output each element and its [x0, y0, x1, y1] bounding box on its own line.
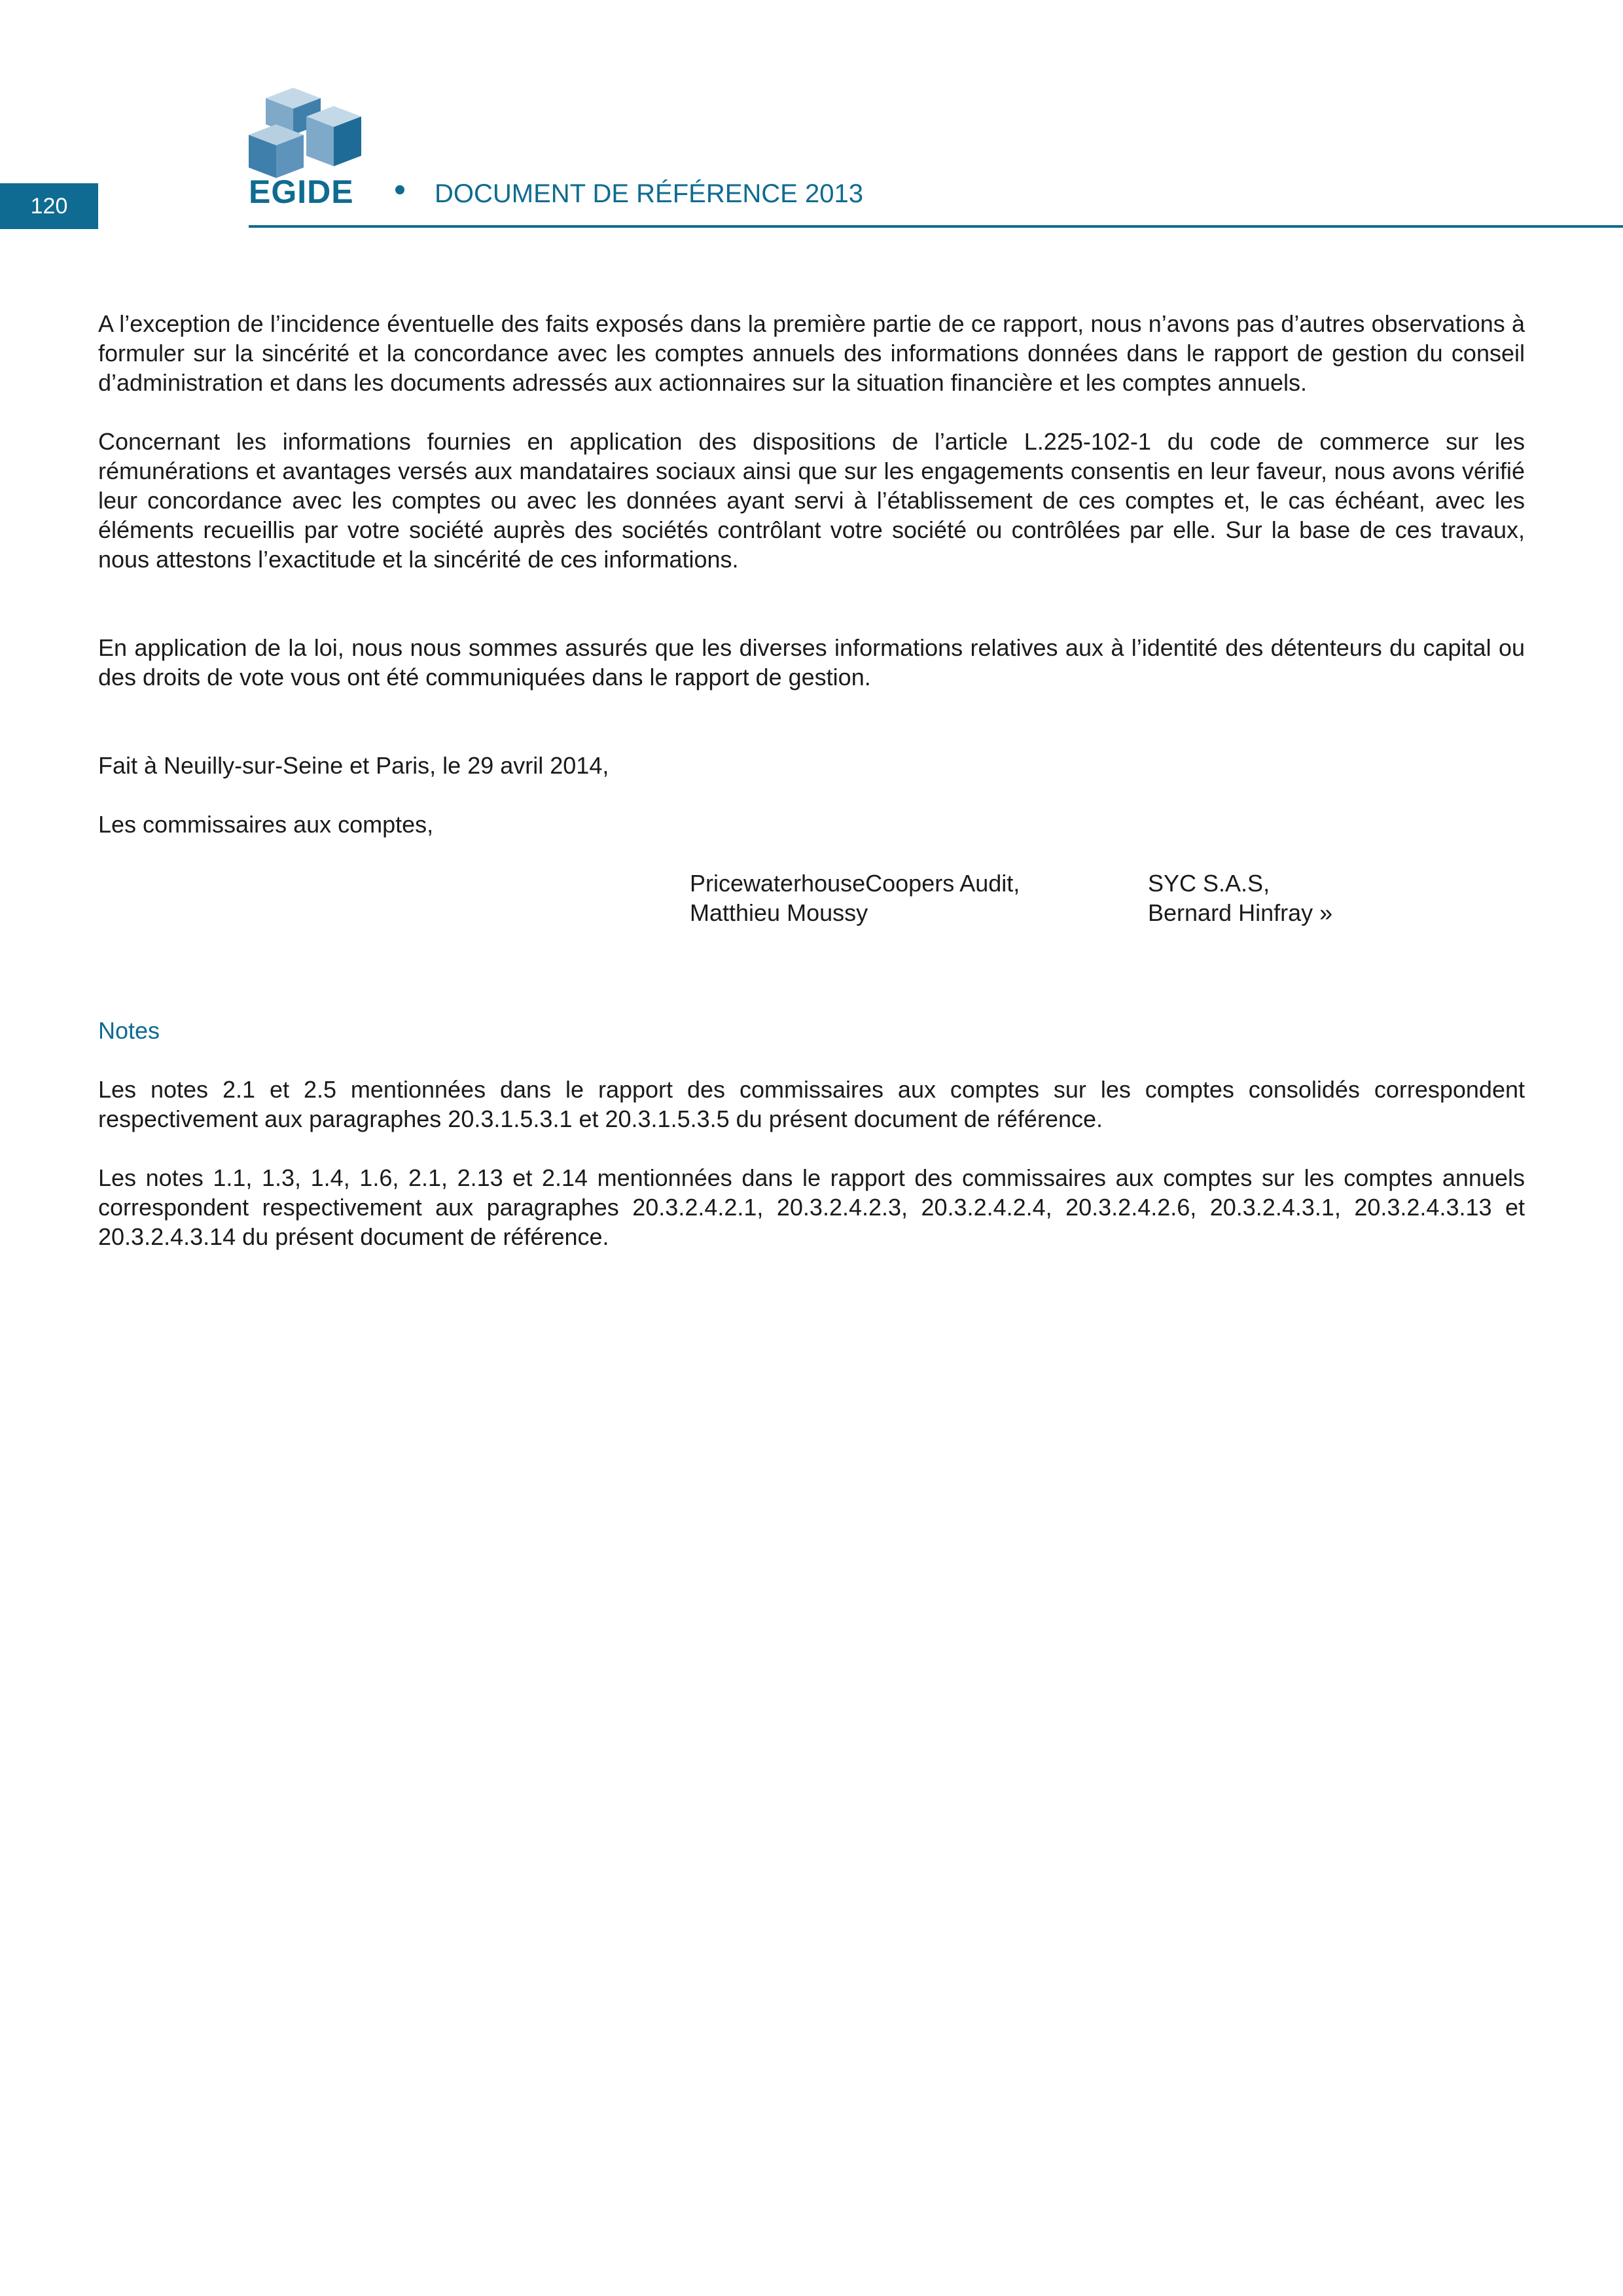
paragraph-remunerations: Concernant les informations fournies en application des dispositions de l’article L.225-102-1 du code de commerce sur les rémunérations et avantages versés aux mandataires sociaux ainsi que sur les engagements consentis en leur faveur, nous avons vérifié leur concordance avec les comptes ou avec les données ayant servi à l’établissement de ces comptes et, le cas échéant, avec les éléments recueillis par votre société auprès des sociétés contrôlant votre société ou contrôlées par elle. Sur la base de ces travaux, nous attestons l’exactitude et la sincérité de ces informations.	[98, 428, 1525, 573]
signature-block	[98, 869, 1525, 927]
header-divider	[249, 225, 1623, 228]
place-and-date: Fait à Neuilly-sur-Seine et Paris, le 29 avril 2014,	[98, 752, 609, 779]
header-bullet	[395, 185, 404, 194]
notes-heading: Notes	[98, 1017, 160, 1044]
page-number: 120	[0, 183, 98, 229]
signature-person: Bernard Hinfray »	[1148, 899, 1333, 926]
signature-pwc	[690, 869, 1020, 927]
signature-syc	[1148, 869, 1332, 927]
document-title: DOCUMENT DE RÉFÉRENCE 2013	[435, 179, 863, 208]
signatories-intro: Les commissaires aux comptes,	[98, 811, 434, 838]
page-content	[98, 309, 1525, 1251]
signature-firm: SYC S.A.S,	[1148, 870, 1270, 897]
note-annual-accounts: Les notes 1.1, 1.3, 1.4, 1.6, 2.1, 2.13 et 2.14 mentionnées dans le rapport des commissaires aux comptes sur les comptes annuels correspondent respectivement aux paragraphes 20.3.2.4.2.1, 20.3.2.4.2.3, 20.3.2.4.2.4, 20.3.2.4.2.6, 20.3.2.4.3.1, 20.3.2.4.3.13 et 20.3.2.4.3.14 du présent document de référence.	[98, 1164, 1525, 1250]
signature-person: Matthieu Moussy	[690, 899, 868, 926]
note-consolidated-accounts: Les notes 2.1 et 2.5 mentionnées dans le rapport des commissaires aux comptes sur les comptes consolidés correspondent respectivement aux paragraphes 20.3.1.5.3.1 et 20.3.1.5.3.5 du présent document de référence.	[98, 1076, 1525, 1132]
paragraph-capital-holders: En application de la loi, nous nous sommes assurés que les diverses informations relatives aux à l’identité des détenteurs du capital ou des droits de vote vous ont été communiquées dans le rapport de gestion.	[98, 634, 1525, 691]
signature-firm: PricewaterhouseCoopers Audit,	[690, 870, 1020, 897]
egide-logo-text: EGIDE	[249, 173, 354, 210]
paragraph-observations: A l’exception de l’incidence éventuelle des faits exposés dans la première partie de ce rapport, nous n’avons pas d’autres observations à formuler sur la sincérité et la concordance avec les comptes annuels des informations données dans le rapport de gestion du conseil d’administration et dans les documents adressés aux actionnaires sur la situation financière et les comptes annuels.	[98, 310, 1525, 396]
